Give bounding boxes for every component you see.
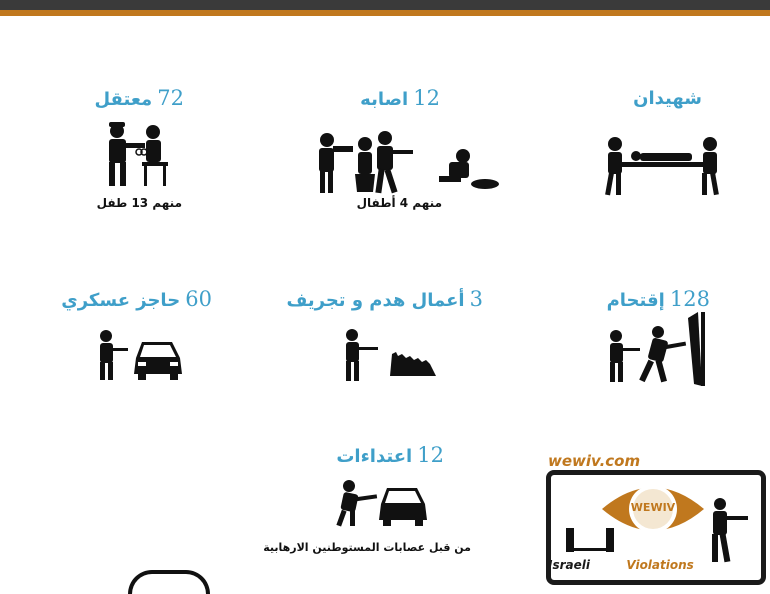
top-bar (0, 0, 770, 10)
stat-raids-label: إقتحام (606, 290, 665, 311)
partial-circle-graphic (128, 570, 210, 594)
watermark-word-2: Violations (626, 558, 694, 572)
demolition-illustration (338, 326, 443, 384)
stat-raids (607, 287, 710, 311)
checkpoint-illustration (92, 328, 187, 383)
stretcher-illustration (602, 132, 727, 198)
stat-attacks-sub: من قبل عصابات المستوطنين الارهابية (263, 541, 471, 554)
stat-checkpoints (61, 287, 212, 311)
watermark-bottom-text (548, 558, 694, 572)
stat-attacks (336, 443, 444, 467)
stat-attacks-number: 12 (417, 443, 444, 467)
top-accent-stripe (0, 10, 770, 16)
settler-attack-illustration (335, 478, 435, 528)
stat-martyrs (633, 88, 702, 109)
stat-demolitions (286, 287, 483, 311)
stat-injured-label: اصابه (360, 89, 409, 110)
stat-demolitions-number: 3 (469, 287, 483, 311)
stat-detained (94, 86, 184, 110)
stat-injured-sub: منهم 4 أطفال (356, 196, 442, 210)
watermark-word-1: Israeli (548, 558, 590, 572)
soldier-silhouette-icon (700, 496, 750, 570)
stat-detained-label: معتقل (94, 89, 153, 110)
stat-demolitions-label: أعمال هدم و تجريف (286, 290, 465, 311)
stat-checkpoints-label: حاجز عسكري (61, 290, 181, 311)
stat-martyrs-label: شهيدان (633, 88, 702, 109)
arrest-illustration (95, 118, 185, 190)
stat-injured (360, 86, 440, 110)
stat-detained-number: 72 (157, 86, 184, 110)
stat-attacks-label: اعتداءات (336, 446, 413, 467)
raid-illustration (602, 310, 712, 390)
stat-detained-sub: منهم 13 طفل (96, 196, 182, 210)
stat-checkpoints-number: 60 (185, 287, 212, 311)
stat-injured-number: 12 (413, 86, 440, 110)
watermark-site: wewiv.com (548, 452, 641, 470)
watermark-mark: WEWIV (630, 501, 676, 514)
stat-raids-number: 128 (669, 287, 710, 311)
injury-illustration (315, 126, 500, 198)
